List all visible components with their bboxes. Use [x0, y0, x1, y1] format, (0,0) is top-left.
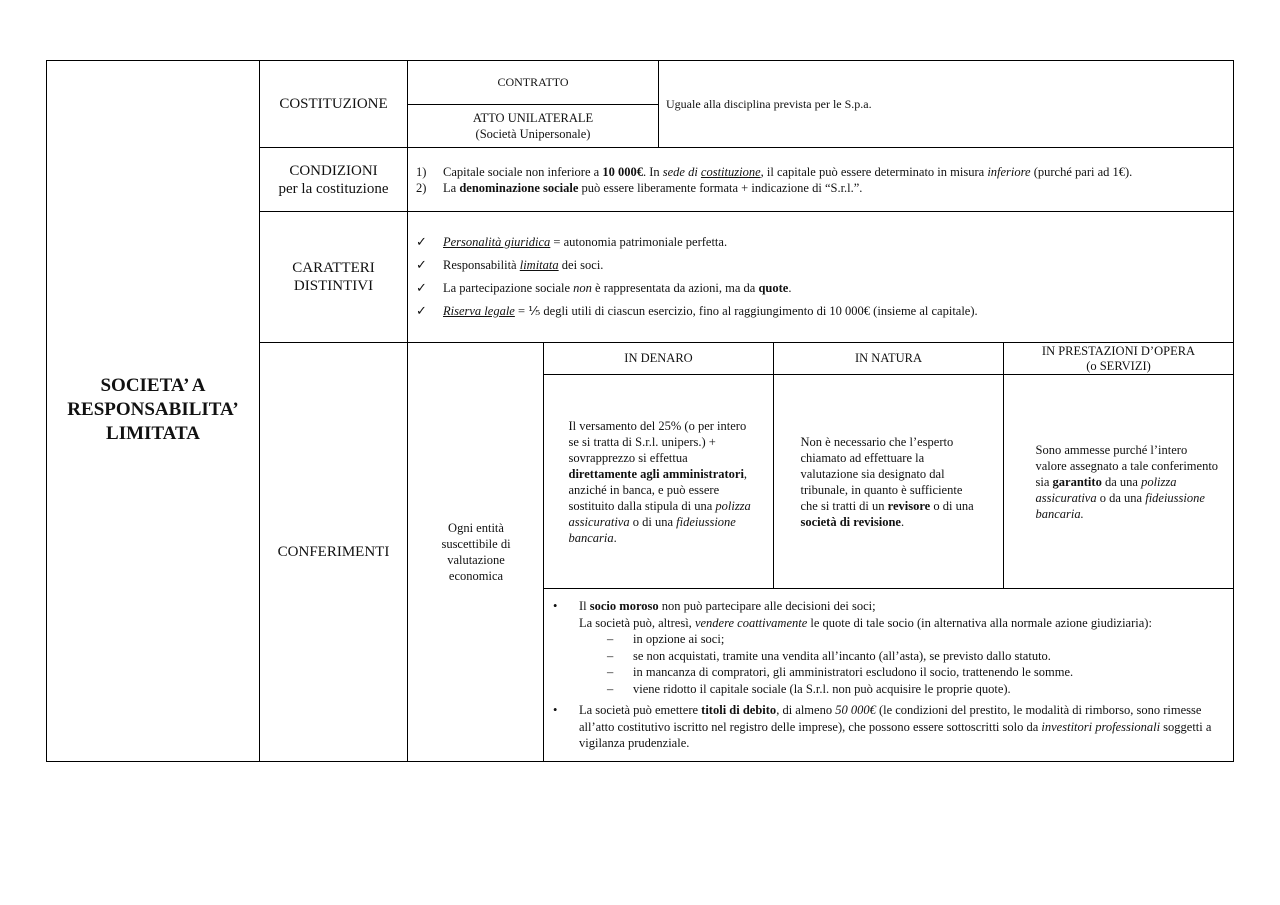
bullet-icon: •: [553, 703, 558, 717]
disciplina-text: Uguale alla disciplina prevista per le S.p.a.: [666, 96, 872, 111]
list-item: 2) La denominazione sociale può essere liberamente formata + indicazione di “S.r.l.”.: [416, 181, 863, 195]
caratteri-label-line2: DISTINTIVI: [293, 278, 374, 294]
caratteri-list: [416, 234, 1228, 326]
grid-line: [407, 60, 408, 762]
grid-line: [543, 588, 1234, 589]
list-item: ✓ Responsabilità limitata dei soci.: [416, 257, 604, 272]
prestazioni-cell: [1004, 375, 1233, 588]
denaro-cell: [544, 375, 773, 588]
caratteri-label-line1: CARATTERI: [292, 260, 375, 276]
denaro-text: Il versamento del 25% (o per intero se si tratta di S.r.l. unipers.) + sovrapprezzo si effettua direttamente agli amministratori, anziché in banca, e può essere sostituito dalla stipula di una polizza assicurativa o di una fideiussione bancaria.: [568, 418, 751, 545]
dash-icon: –: [607, 681, 614, 696]
col-header-prestazioni: [1004, 343, 1233, 374]
dash-icon: –: [607, 648, 614, 663]
list-item: – se non acquistati, tramite una vendita all’incanto (all’asta), se previsto dallo statuto.: [607, 648, 1051, 663]
main-title: [47, 360, 259, 460]
list-item: – in mancanza di compratori, gli amministratori escludono il socio, trattenendo le somme.: [607, 665, 1074, 679]
conferimenti-label: CONFERIMENTI: [277, 544, 390, 560]
check-icon: ✓: [416, 257, 427, 272]
col-header-denaro: IN DENARO: [624, 351, 693, 365]
list-item: 1) Capitale sociale non inferiore a 10 000€. In sede di costituzione, il capitale può essere determinato in misura inferiore (purché pari ad 1€).: [416, 165, 1133, 179]
list-item: ✓ La partecipazione sociale non è rappresentata da azioni, ma da quote.: [416, 280, 792, 295]
main-title-line3: LIMITATA: [106, 423, 200, 444]
condizioni-label-line1: CONDIZIONI: [289, 162, 378, 179]
list-item: • Il socio moroso non può partecipare alle decisioni dei soci; La società può, altresì, vendere coattivamente le quote di tale socio (in alternativa alla normale azione giudiziaria):: [545, 598, 1229, 631]
list-item: • La società può emettere titoli di debito, di almeno 50 000€ (le condizioni del prestito, le modalità di rimborso, sono rimesse all’atto costitutivo iscritto nel registro delle imprese), che possono essere sottoscritti solo da investitori professionali soggetti a vigilanza prudenziale.: [545, 702, 1229, 752]
condizioni-list: [416, 164, 1228, 196]
dash-icon: –: [607, 632, 614, 646]
check-icon: ✓: [416, 280, 427, 295]
main-title-line2: RESPONSABILITA’: [67, 399, 239, 420]
check-icon: ✓: [416, 234, 427, 249]
contratto-label: CONTRATTO: [497, 75, 569, 89]
natura-text: Non è necessario che l’esperto chiamato ad effettuare la valutazione sia designato dal tribunale, in quanto è sufficiente che si tratti di un revisore o di una società di revisione.: [800, 434, 974, 529]
prestazioni-text: Sono ammesse purché l’intero valore assegnato a tale conferimento sia garantito da una polizza assicurativa o da una fideiussione bancaria.: [1035, 442, 1219, 521]
conferimenti-note: [545, 598, 1229, 752]
condizioni-label-line2: per la costituzione: [278, 180, 389, 197]
col-header-natura: IN NATURA: [854, 351, 922, 365]
atto-unilaterale-label: ATTO UNILATERALE: [472, 111, 594, 125]
atto-unilaterale-sub: (Società Unipersonale): [475, 127, 591, 141]
list-item: – in opzione ai soci;: [607, 632, 725, 646]
list-item: ✓ Riserva legale = ⅕ degli utili di ciascun esercizio, fino al raggiungimento di 10 000€ (insieme al capitale).: [416, 303, 978, 318]
dash-icon: –: [607, 665, 614, 679]
condizioni-label: [260, 148, 407, 211]
bullet-icon: •: [553, 599, 558, 613]
conferimenti-oggetto: Ogni entità suscettibile di valutazione economica: [441, 521, 511, 583]
check-icon: ✓: [416, 303, 427, 318]
natura-cell: [774, 375, 1003, 588]
main-title-line1: SOCIETA’ A: [100, 375, 206, 396]
col-header-prestazioni-line2: (o SERVIZI): [1086, 358, 1151, 373]
list-item: ✓ Personalità giuridica = autonomia patrimoniale perfetta.: [416, 234, 728, 249]
costituzione-label: COSTITUZIONE: [279, 96, 388, 112]
atto-unilaterale: [408, 105, 658, 147]
col-header-prestazioni-line1: IN PRESTAZIONI D’OPERA: [1041, 343, 1196, 358]
list-item: – viene ridotto il capitale sociale (la S.r.l. non può acquisire le proprie quote).: [607, 681, 1011, 696]
caratteri-label: [260, 212, 407, 342]
